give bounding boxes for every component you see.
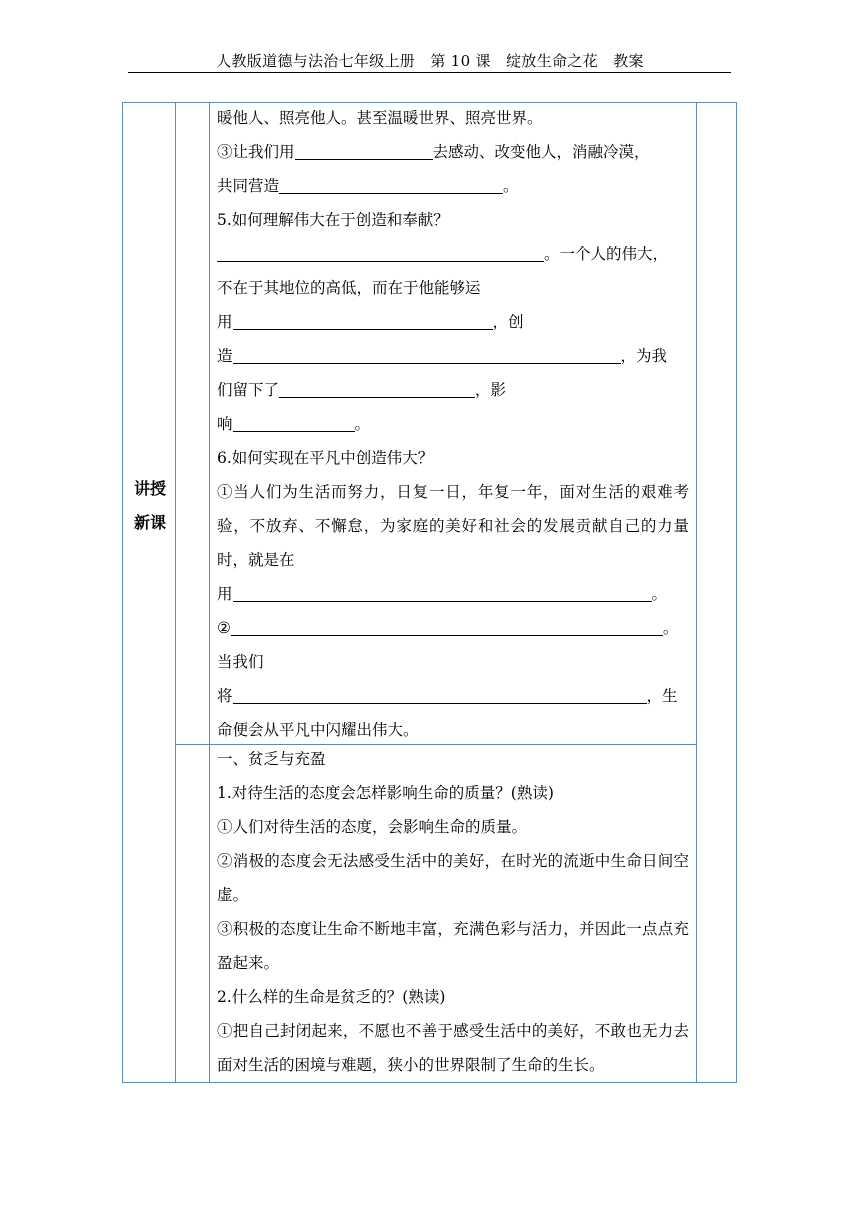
text-line — [217, 713, 689, 747]
text-span: ，影 — [475, 381, 507, 399]
text-span: 用 — [217, 585, 233, 603]
text-span: 共同营造 — [217, 177, 280, 195]
text-span: 去感动、改变他人，消融冷漠， — [432, 143, 650, 161]
text-span: ，生 — [646, 687, 678, 705]
text-span: 用 — [217, 313, 233, 331]
text-span: ，为我 — [620, 347, 668, 365]
text-line — [217, 169, 689, 203]
fill-blank[interactable] — [233, 416, 355, 433]
text-span: 将 — [217, 687, 233, 705]
text-span: 5.如何理解伟大在于创造和奉献？ — [217, 211, 449, 229]
column-divider — [175, 102, 176, 1083]
text-line — [217, 339, 689, 373]
text-line — [217, 271, 689, 305]
section-label-line: 讲授 — [133, 479, 166, 498]
text-span: 。 — [503, 177, 519, 195]
text-line — [217, 679, 689, 713]
text-line — [217, 305, 689, 339]
text-line — [217, 373, 689, 407]
text-span: 造 — [217, 347, 233, 365]
paragraph — [217, 475, 689, 577]
question: 1.对待生活的态度会怎样影响生命的质量？(熟读) — [217, 784, 554, 802]
text-span: 。 — [662, 619, 679, 637]
header-title: 人教版道德与法治七年级上册 第 10 课 绽放生命之花 教案 — [216, 52, 644, 70]
text-span: 命便会从平凡中闪耀出伟大。 — [217, 721, 419, 739]
fill-blank[interactable] — [233, 688, 647, 705]
text-line — [217, 135, 689, 169]
bottom-cell — [209, 745, 695, 1082]
text-line — [217, 407, 689, 441]
text-line — [217, 577, 689, 611]
section-label — [130, 472, 170, 540]
text-span: 们留下了 — [217, 381, 280, 399]
text-span: 。一个人的伟大， — [544, 245, 669, 263]
text-span: 。 — [354, 415, 371, 433]
bottom-cell-text — [217, 745, 689, 1082]
text-span: ③让我们用 — [217, 143, 295, 161]
fill-blank[interactable] — [233, 314, 493, 331]
text-line — [217, 101, 689, 135]
text-span: 响 — [217, 415, 233, 433]
text-span: 。 — [651, 585, 668, 603]
fill-blank[interactable] — [233, 586, 652, 603]
text-line — [217, 203, 689, 237]
text-span: ，创 — [492, 313, 524, 331]
question: 2.什么样的生命是贫乏的？(熟读) — [217, 988, 446, 1006]
header-rule — [128, 72, 731, 73]
answer: ①人们对待生活的态度，会影响生命的质量。 — [217, 818, 528, 836]
fill-blank[interactable] — [279, 178, 503, 195]
text-line — [217, 645, 689, 679]
answer: ③积极的态度让生命不断地丰富，充满色彩与活力，并因此一点点充盈起来。 — [217, 920, 689, 972]
text-span: ② — [217, 619, 231, 637]
answer: ①把自己封闭起来，不愿也不善于感受生活中的美好，不敢也无力去面对生活的困境与难题，狭小的世界限制了生命的生长。 — [217, 1022, 689, 1074]
text-line — [217, 441, 689, 475]
fill-blank[interactable] — [279, 382, 475, 399]
section-label-line: 新课 — [133, 513, 166, 532]
text-span: 6.如何实现在平凡中创造伟大？ — [217, 449, 434, 467]
fill-blank[interactable] — [233, 348, 621, 365]
paragraph-text: ①当人们为生活而努力，日复一日，年复一年，面对生活的艰难考验，不放弃、不懈怠，为家庭的美好和社会的发展贡献自己的力量时，就是在 — [217, 483, 689, 569]
section-heading: 一、贫乏与充盈 — [217, 750, 326, 768]
text-line — [217, 237, 689, 271]
fill-blank[interactable] — [217, 246, 544, 263]
fill-blank[interactable] — [231, 620, 663, 637]
text-span: 不在于其地位的高低，而在于他能够运 — [217, 279, 481, 297]
text-span: 暖他人、照亮他人。甚至温暖世界、照亮世界。 — [217, 109, 543, 127]
answer: ②消极的态度会无法感受生活中的美好，在时光的流逝中生命日间空虚。 — [217, 852, 689, 904]
fill-blank[interactable] — [295, 144, 433, 161]
text-span: 当我们 — [217, 653, 264, 671]
top-cell — [217, 101, 689, 747]
column-divider — [696, 102, 697, 1083]
text-line — [217, 611, 689, 645]
